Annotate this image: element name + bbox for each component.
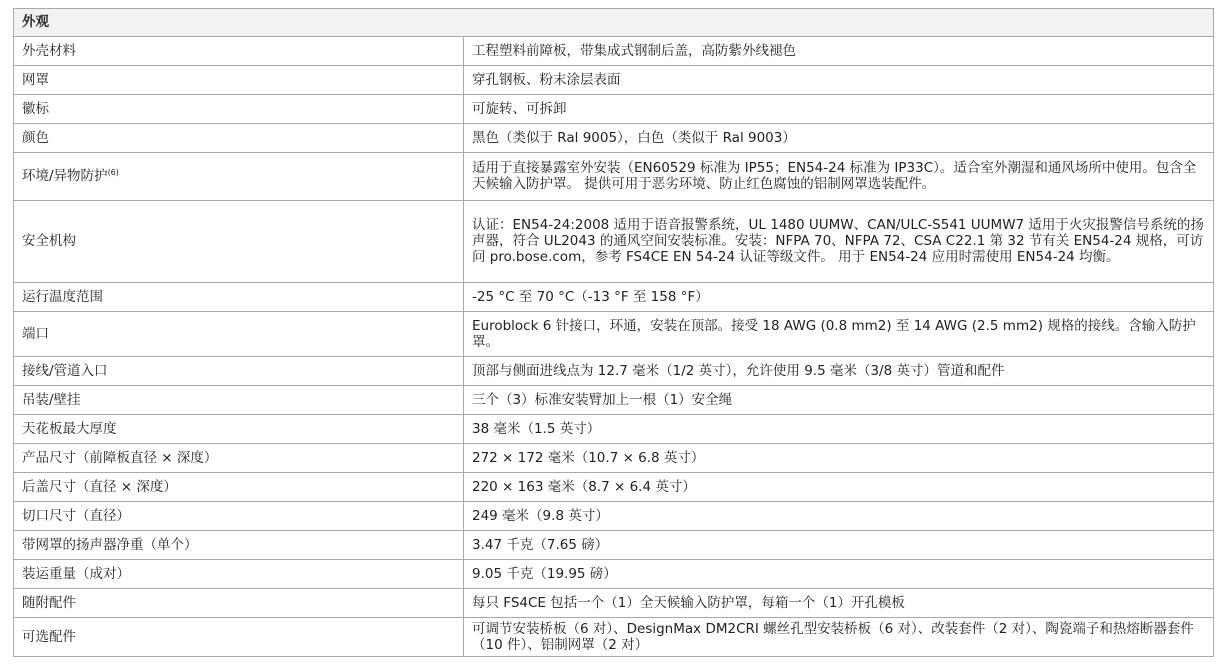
spec-label-text: 外壳材料 bbox=[22, 42, 76, 59]
spec-label bbox=[14, 560, 464, 589]
spec-value: 38 毫米（1.5 英寸） bbox=[464, 415, 1214, 444]
spec-label-text: 后盖尺寸（直径 × 深度） bbox=[22, 478, 177, 495]
spec-label-text: 运行温度范围 bbox=[22, 288, 103, 305]
spec-label bbox=[14, 502, 464, 531]
spec-label-text: 装运重量（成对） bbox=[22, 565, 130, 582]
spec-label-text: 带网罩的扬声器净重（单个） bbox=[22, 536, 198, 553]
section-header-row bbox=[14, 9, 1214, 37]
spec-label bbox=[14, 473, 464, 502]
spec-value: Euroblock 6 针接口，环通，安装在顶部。接受 18 AWG (0.8 mm2) 至 14 AWG (2.5 mm2) 规格的接线。含输入防护罩。 bbox=[464, 312, 1214, 357]
spec-label bbox=[14, 386, 464, 415]
spec-label bbox=[14, 531, 464, 560]
spec-label bbox=[14, 66, 464, 95]
spec-value: 220 × 163 毫米（8.7 × 6.4 英寸） bbox=[464, 473, 1214, 502]
spec-table bbox=[13, 8, 1214, 657]
spec-value: 适用于直接暴露室外安装（EN60529 标准为 IP55；EN54-24 标准为 IP33C）。适合室外潮湿和通风场所中使用。包含全天候输入防护罩。 提供可用于恶劣环境、防止红色腐蚀的铝制网罩选装配件。 bbox=[464, 153, 1214, 201]
spec-row bbox=[14, 589, 1214, 618]
section-title: 外观 bbox=[14, 9, 1214, 37]
spec-value: 黑色（类似于 Ral 9005），白色（类似于 Ral 9003） bbox=[464, 124, 1214, 153]
spec-label-text: 吊装/壁挂 bbox=[22, 391, 81, 408]
spec-value: 可调节安装桥板（6 对）、DesignMax DM2CRI 螺丝孔型安装桥板（6 对）、改装套件（2 对）、陶瓷端子和热熔断器套件（10 件）、铝制网罩（2 对） bbox=[464, 618, 1214, 657]
spec-row bbox=[14, 37, 1214, 66]
spec-row bbox=[14, 502, 1214, 531]
spec-value: 9.05 千克（19.95 磅） bbox=[464, 560, 1214, 589]
spec-label bbox=[14, 415, 464, 444]
spec-label bbox=[14, 95, 464, 124]
spec-value: 3.47 千克（7.65 磅） bbox=[464, 531, 1214, 560]
spec-label bbox=[14, 312, 464, 357]
spec-label bbox=[14, 153, 464, 201]
spec-label-text: 产品尺寸（前障板直径 × 深度） bbox=[22, 449, 218, 466]
spec-value: 三个（3）标准安装臂加上一根（1）安全绳 bbox=[464, 386, 1214, 415]
spec-value: 顶部与侧面进线点为 12.7 毫米（1/2 英寸），允许使用 9.5 毫米（3/8 英寸）管道和配件 bbox=[464, 357, 1214, 386]
spec-label-text: 颜色 bbox=[22, 129, 49, 146]
spec-label bbox=[14, 201, 464, 283]
spec-row bbox=[14, 386, 1214, 415]
spec-row bbox=[14, 357, 1214, 386]
spec-row bbox=[14, 124, 1214, 153]
spec-label-text: 随附配件 bbox=[22, 594, 76, 611]
spec-row bbox=[14, 283, 1214, 312]
spec-label-text: 天花板最大厚度 bbox=[22, 420, 117, 437]
spec-label-text: 安全机构 bbox=[22, 233, 76, 249]
spec-value: -25 °C 至 70 °C（-13 °F 至 158 °F） bbox=[464, 283, 1214, 312]
spec-row bbox=[14, 444, 1214, 473]
spec-row bbox=[14, 415, 1214, 444]
spec-value: 可旋转、可拆卸 bbox=[464, 95, 1214, 124]
spec-label bbox=[14, 283, 464, 312]
spec-label bbox=[14, 444, 464, 473]
spec-value: 穿孔钢板、粉末涂层表面 bbox=[464, 66, 1214, 95]
spec-value: 认证：EN54-24:2008 适用于语音报警系统，UL 1480 UUMW、CAN/ULC-S541 UUMW7 适用于火灾报警信号系统的扬声器，符合 UL2043 的通风空间安装标准。安装：NFPA 70、NFPA 72、CSA C22.1 第 32 节有关 EN54-24 规格，可访问 pro.bose.com，参考 FS4CE EN 54-24 认证等级文件。 用于 EN54-24 应用时需使用 EN54-24 均衡。 bbox=[464, 201, 1214, 283]
spec-value: 工程塑料前障板，带集成式钢制后盖，高防紫外线褪色 bbox=[464, 37, 1214, 66]
spec-label-text: 可选配件 bbox=[22, 628, 76, 645]
spec-label bbox=[14, 124, 464, 153]
spec-row bbox=[14, 531, 1214, 560]
spec-label-text: 切口尺寸（直径） bbox=[22, 507, 130, 524]
spec-row bbox=[14, 66, 1214, 95]
spec-value: 272 × 172 毫米（10.7 × 6.8 英寸） bbox=[464, 444, 1214, 473]
spec-row bbox=[14, 153, 1214, 201]
spec-label bbox=[14, 589, 464, 618]
spec-body bbox=[14, 37, 1214, 657]
spec-row bbox=[14, 95, 1214, 124]
spec-label bbox=[14, 37, 464, 66]
spec-label bbox=[14, 618, 464, 657]
spec-label-text: 网罩 bbox=[22, 71, 49, 88]
spec-label-text: 端口 bbox=[22, 325, 49, 342]
spec-label-text: 接线/管道入口 bbox=[22, 362, 108, 379]
spec-row bbox=[14, 473, 1214, 502]
spec-value: 249 毫米（9.8 英寸） bbox=[464, 502, 1214, 531]
spec-value: 每只 FS4CE 包括一个（1）全天候输入防护罩，每箱一个（1）开孔模板 bbox=[464, 589, 1214, 618]
spec-row bbox=[14, 560, 1214, 589]
spec-label-text: 环境/异物防护 bbox=[22, 168, 108, 184]
footnote-marker: (6) bbox=[107, 168, 119, 177]
spec-row bbox=[14, 201, 1214, 283]
spec-label-text: 徽标 bbox=[22, 100, 49, 117]
spec-row bbox=[14, 618, 1214, 657]
spec-row bbox=[14, 312, 1214, 357]
spec-label bbox=[14, 357, 464, 386]
